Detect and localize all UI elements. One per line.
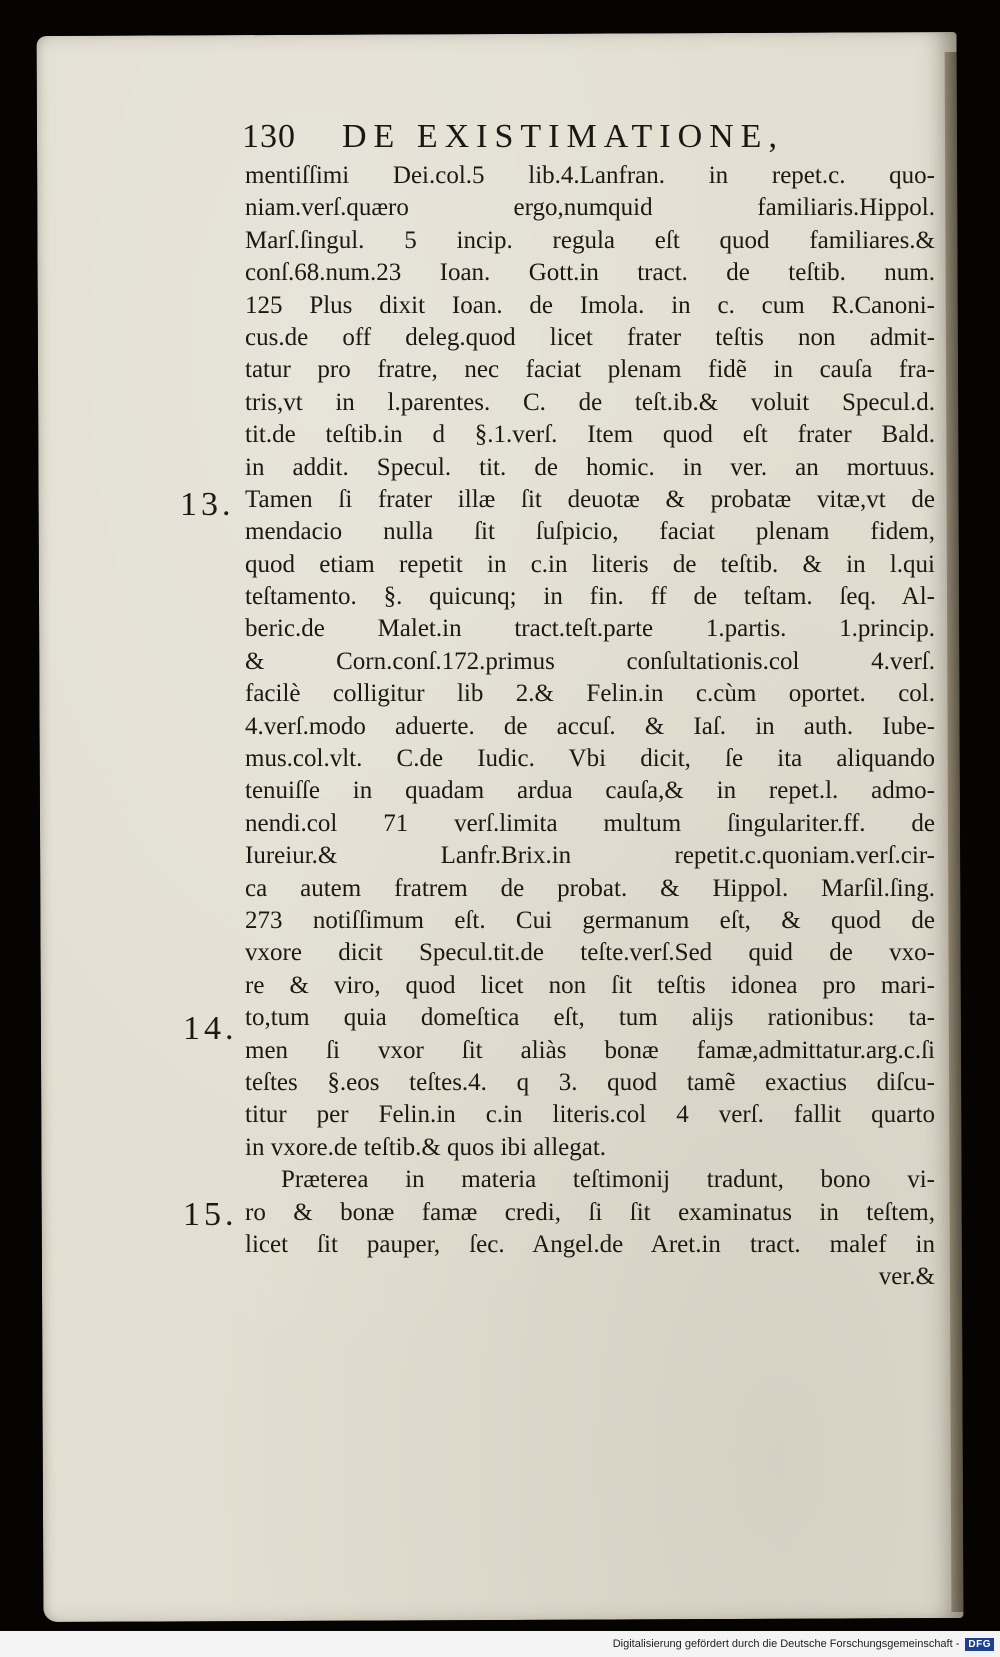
funding-credit: Digitalisierung gefördert durch die Deutsche Forschungsgemeinschaft -	[612, 1638, 960, 1650]
text-line: licet ſit pauper, ſec. Angel.de Aret.in tract. malef in	[245, 1230, 935, 1258]
text-line: nendi.col 71 verſ.limita multum ſingulariter.ff. de	[245, 809, 935, 837]
text-line: vxore dicit Specul.tit.de teſte.verſ.Sed quid de vxo-	[245, 939, 935, 967]
margin-number-13: 13.	[180, 486, 235, 523]
text-line: mus.col.vlt. C.de Iudic. Vbi dicit, ſe ita aliquando	[245, 745, 935, 773]
text-line: 125 Plus dixit Ioan. de Imola. in c. cum R.Canoni-	[245, 291, 935, 319]
text-line: re & viro, quod licet non ſit teſtis idonea pro mari-	[245, 971, 935, 999]
text-line: niam.verſ.quæro ergo,numquid familiaris.Hippol.	[245, 194, 935, 222]
text-line: Præterea in materia teſtimonij tradunt, bono vi-	[281, 1166, 935, 1194]
text-line: mendacio nulla ſit ſuſpicio, faciat plenam fidem,	[245, 518, 935, 546]
digitization-footer	[0, 1631, 1000, 1657]
text-line: conſ.68.num.23 Ioan. Gott.in tract. de teſtib. num.	[245, 259, 935, 287]
text-line: tenuiſſe in quadam ardua cauſa,& in repet.l. admo-	[245, 777, 935, 805]
text-line: & Corn.conſ.172.primus conſultationis.col 4.verſ.	[245, 647, 935, 675]
text-line: Tamen ſi frater illæ ſit deuotæ & probatæ vitæ,vt de	[245, 485, 935, 513]
page-edge-shadow	[945, 52, 964, 1612]
text-line: ca autem fratrem de probat. & Hippol. Marſil.ſing.	[245, 874, 935, 902]
dfg-logo: DFG	[965, 1638, 994, 1651]
catchword: ver.&	[878, 1263, 935, 1291]
text-line: cus.de off deleg.quod licet frater teſtis non admit-	[245, 323, 935, 351]
text-line: tit.de teſtib.in d §.1.verſ. Item quod eſt frater Bald.	[245, 421, 935, 449]
running-title: DE EXISTIMATIONE,	[342, 118, 784, 155]
text-line: teſtamento. §. quicunq; in fin. ff de teſtam. ſeq. Al-	[245, 583, 935, 611]
margin-number-14: 14.	[183, 1010, 238, 1047]
text-line: quod etiam repetit in c.in literis de teſtib. & in l.qui	[245, 550, 935, 578]
text-line: mentiſſimi Dei.col.5 lib.4.Lanfran. in repet.c. quo-	[245, 162, 935, 189]
text-line: titur per Felin.in c.in literis.col 4 verſ. fallit quarto	[245, 1101, 935, 1129]
text-line: Iureiur.& Lanfr.Brix.in repetit.c.quoniam.verſ.cir-	[245, 842, 935, 870]
running-head	[242, 118, 784, 156]
text-line: beric.de Malet.in tract.teſt.parte 1.partis. 1.princip.	[245, 615, 935, 643]
page-number: 130	[242, 118, 296, 155]
text-line: in addit. Specul. tit. de homic. in ver. an mortuus.	[245, 453, 935, 481]
text-line: to,tum quia domeſtica eſt, tum alijs rationibus: ta-	[245, 1004, 935, 1032]
text-line: 273 notiſſimum eſt. Cui germanum eſt, & quod de	[245, 906, 935, 934]
text-line: facilè colligitur lib 2.& Felin.in c.cùm oportet. col.	[245, 680, 935, 708]
text-line: Marſ.ſingul. 5 incip. regula eſt quod familiares.&	[245, 226, 935, 254]
text-line: men ſi vxor ſit aliàs bonæ famæ,admittatur.arg.c.ſi	[245, 1036, 935, 1064]
text-line: ro & bonæ famæ credi, ſi ſit examinatus in teſtem,	[245, 1198, 935, 1226]
text-line: in vxore.de teſtib.& quos ibi allegat.	[245, 1133, 607, 1161]
text-line: teſtes §.eos teſtes.4. q 3. quod tamẽ exactius diſcu-	[245, 1068, 935, 1096]
body-text	[245, 160, 935, 1294]
margin-number-15: 15.	[183, 1196, 238, 1233]
text-line: tris,vt in l.parentes. C. de teſt.ib.& voluit Specul.d.	[245, 388, 935, 416]
text-line: 4.verſ.modo aduerte. de accuſ. & Iaſ. in auth. Iube-	[245, 712, 935, 740]
text-line: tatur pro fratre, nec faciat plenam fidẽ in cauſa fra-	[245, 356, 935, 384]
